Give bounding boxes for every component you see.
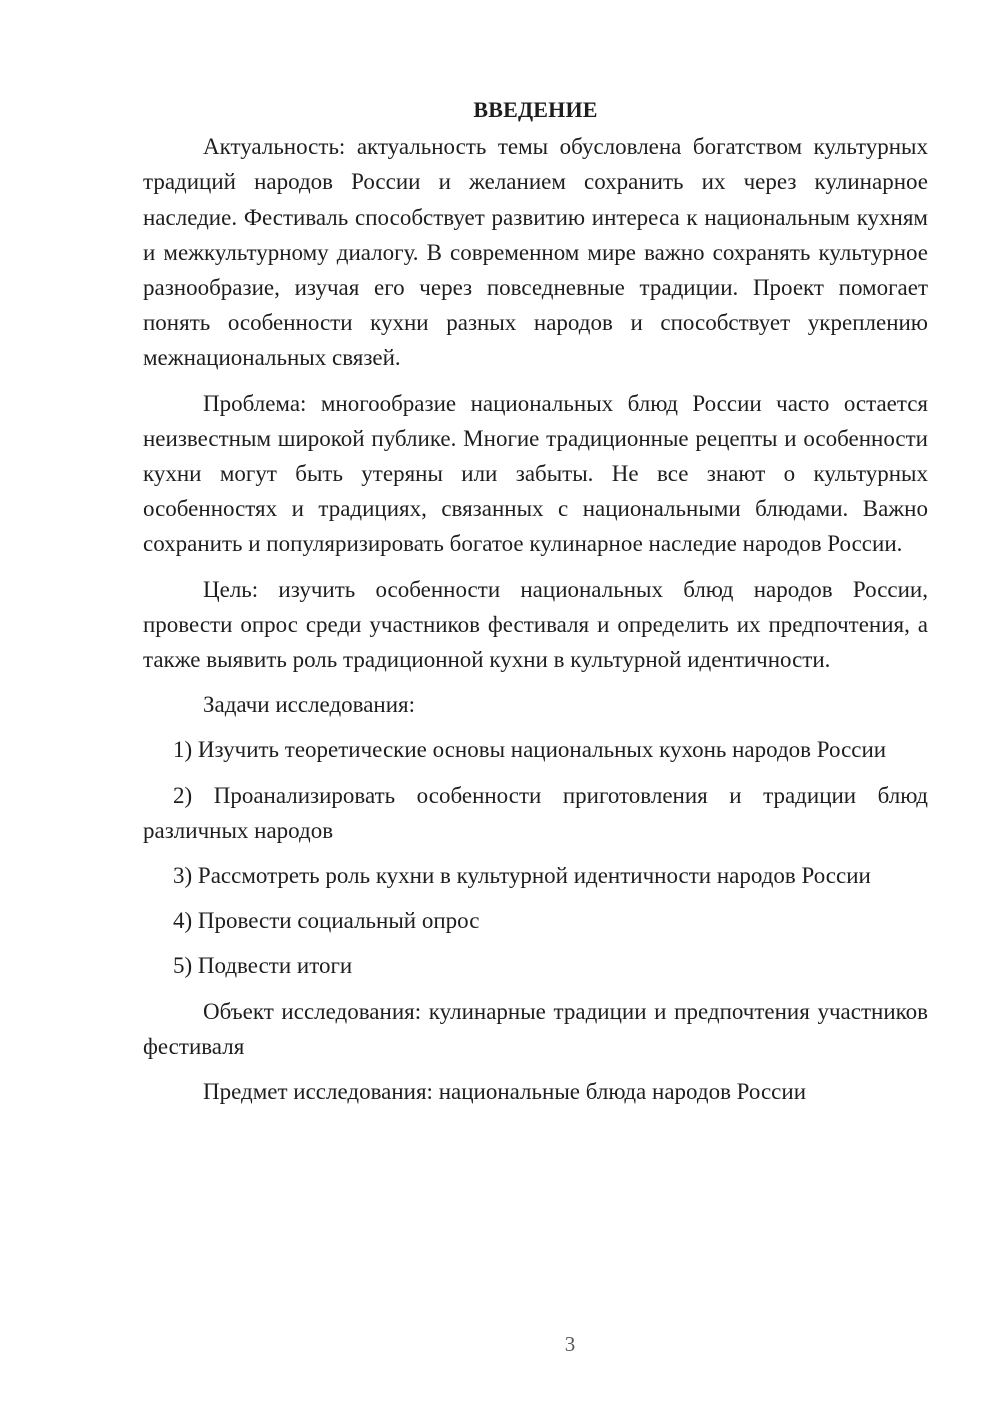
list-item-task-5: 5) Подвести итоги <box>173 953 353 979</box>
tasks-heading: Задачи исследования: <box>203 692 416 718</box>
paragraph-relevance: Актуальность: актуальность темы обусловлена богатством культурных традиций народов России и желанием сохранить их через кулинарное наследие. Фестиваль способствует развитию интереса к национальным кухням и межкультурному диалогу. В современном мире важно сохранять культурное разнообразие, изучая его через повседневные традиции. Проект помогает понять особенности кухни разных народов и способствует укреплению межнациональных связей. <box>143 134 928 371</box>
paragraph-problem: Проблема: многообразие национальных блюд России часто остается неизвестным широкой публике. Многие традиционные рецепты и особенности кухни могут быть утеряны или забыты. Не все знают о культурных особенностях и традициях, связанных с национальными блюдами. Важно сохранить и популяризировать богатое кулинарное наследие народов России. <box>143 390 928 557</box>
paragraph-subject: Предмет исследования: национальные блюда народов России <box>203 1079 807 1105</box>
paragraph-object: Объект исследования: кулинарные традиции и предпочтения участников фестиваля <box>143 998 928 1059</box>
list-item-task-4: 4) Провести социальный опрос <box>173 908 480 934</box>
page-content <box>143 92 928 1119</box>
page-number: 3 <box>564 1332 576 1356</box>
list-item-task-1: 1) Изучить теоретические основы национальных кухонь народов России <box>173 737 887 763</box>
paragraph-goal: Цель: изучить особенности национальных блюд народов России, провести опрос среди участников фестиваля и определить их предпочтения, а также выявить роль традиционной кухни в культурной идентичности. <box>143 576 928 673</box>
list-item-task-2: 2) Проанализировать особенности приготовления и традиции блюд различных народов <box>143 782 928 843</box>
list-item-task-3: 3) Рассмотреть роль кухни в культурной идентичности народов России <box>173 863 871 889</box>
page-title: ВВЕДЕНИЕ <box>473 97 598 122</box>
